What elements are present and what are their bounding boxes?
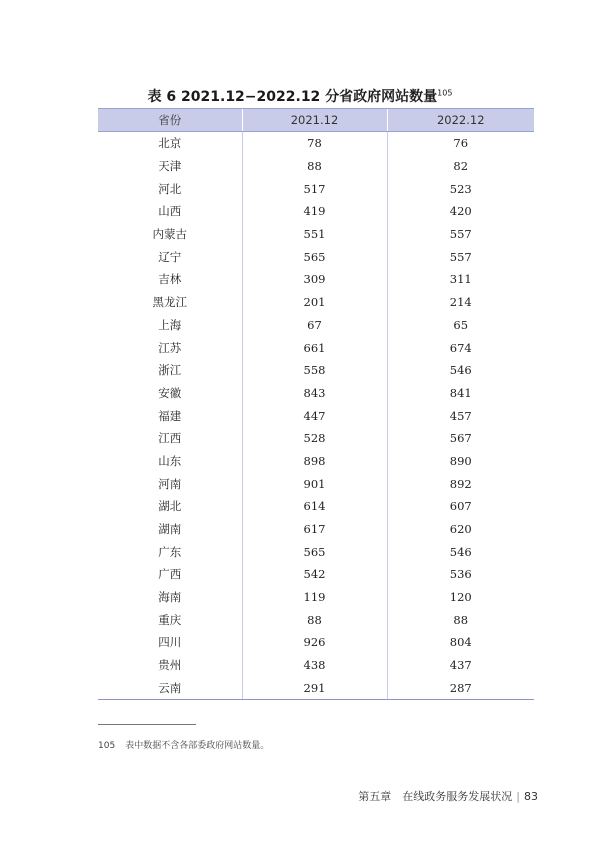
footer-separator: |	[516, 790, 520, 803]
cell-province: 浙江	[158, 363, 182, 378]
cell-2022: 674	[387, 336, 534, 359]
cell-2021: 67	[242, 314, 387, 337]
table-row	[98, 245, 534, 268]
cell-2021: 517	[242, 177, 387, 200]
cell-2022: 457	[387, 404, 534, 427]
cell-2021: 901	[242, 472, 387, 495]
page-number: 83	[524, 790, 538, 803]
cell-2021: 565	[242, 540, 387, 563]
cell-2021: 309	[242, 268, 387, 291]
cell-2022: 420	[387, 200, 534, 223]
cell-province: 黑龙江	[152, 295, 187, 310]
table-row	[98, 336, 534, 359]
page-footer	[358, 788, 538, 804]
cell-2022: 82	[387, 155, 534, 178]
cell-2021: 898	[242, 450, 387, 473]
table-row	[98, 563, 534, 586]
cell-province: 湖北	[158, 499, 182, 514]
cell-province: 海南	[158, 590, 182, 605]
cell-province: 四川	[158, 635, 182, 650]
cell-2021: 661	[242, 336, 387, 359]
table-row	[98, 404, 534, 427]
province-website-table	[98, 108, 534, 700]
cell-province: 天津	[158, 159, 182, 174]
table-row	[98, 359, 534, 382]
cell-province: 山西	[158, 204, 182, 219]
footnote-text: 表中数据不含各部委政府网站数量。	[125, 741, 270, 751]
cell-2021: 542	[242, 563, 387, 586]
cell-2021: 617	[242, 518, 387, 541]
cell-province: 福建	[158, 408, 182, 423]
cell-2021: 551	[242, 223, 387, 246]
table-header-row	[98, 109, 534, 132]
cell-2022: 88	[387, 608, 534, 631]
cell-2022: 890	[387, 450, 534, 473]
cell-2021: 843	[242, 382, 387, 405]
cell-province: 北京	[158, 136, 182, 151]
cell-2021: 291	[242, 677, 387, 700]
cell-2021: 926	[242, 631, 387, 654]
table-row	[98, 472, 534, 495]
column-header-2022: 2022.12	[387, 109, 534, 132]
cell-province: 重庆	[158, 612, 182, 627]
cell-2021: 88	[242, 608, 387, 631]
cell-province: 江苏	[158, 340, 182, 355]
cell-2021: 558	[242, 359, 387, 382]
table-title	[0, 86, 600, 106]
column-header-province: 省份	[98, 109, 242, 132]
cell-2021: 88	[242, 155, 387, 178]
cell-province: 上海	[158, 317, 182, 332]
table-row	[98, 132, 534, 155]
cell-province: 河北	[158, 181, 182, 196]
cell-province: 安徽	[158, 385, 182, 400]
table-row	[98, 177, 534, 200]
cell-2022: 804	[387, 631, 534, 654]
table-row	[98, 155, 534, 178]
table-row	[98, 450, 534, 473]
table-row	[98, 200, 534, 223]
footnote-divider	[98, 724, 196, 725]
cell-2022: 892	[387, 472, 534, 495]
table-row	[98, 268, 534, 291]
footnote-ref: 105	[437, 88, 453, 98]
cell-2022: 65	[387, 314, 534, 337]
cell-province: 江西	[158, 431, 182, 446]
cell-province: 山东	[158, 453, 182, 468]
table-row	[98, 586, 534, 609]
cell-2021: 78	[242, 132, 387, 155]
table-title-text: 表 6 2021.12−2022.12 分省政府网站数量	[147, 89, 438, 105]
cell-2022: 607	[387, 495, 534, 518]
chapter-title: 第五章 在线政务服务发展状况	[358, 790, 513, 803]
cell-2022: 437	[387, 654, 534, 677]
cell-province: 广东	[158, 544, 182, 559]
cell-2021: 614	[242, 495, 387, 518]
cell-2021: 438	[242, 654, 387, 677]
table-row	[98, 677, 534, 700]
cell-2022: 523	[387, 177, 534, 200]
cell-2021: 565	[242, 245, 387, 268]
table-body	[98, 132, 534, 700]
cell-province: 辽宁	[158, 249, 182, 264]
table-row	[98, 223, 534, 246]
cell-province: 云南	[98, 677, 242, 700]
cell-2022: 120	[387, 586, 534, 609]
cell-2021: 447	[242, 404, 387, 427]
table-row	[98, 495, 534, 518]
cell-province: 广西	[158, 567, 182, 582]
table-row	[98, 382, 534, 405]
table-row	[98, 427, 534, 450]
table-row	[98, 314, 534, 337]
cell-2021: 419	[242, 200, 387, 223]
table-row	[98, 608, 534, 631]
cell-province: 吉林	[158, 272, 182, 287]
cell-province: 内蒙古	[152, 227, 187, 242]
cell-2021: 201	[242, 291, 387, 314]
cell-2022: 546	[387, 359, 534, 382]
cell-2021: 119	[242, 586, 387, 609]
cell-2022: 311	[387, 268, 534, 291]
table-row	[98, 518, 534, 541]
footnote	[98, 738, 269, 751]
cell-2022: 214	[387, 291, 534, 314]
table-row	[98, 291, 534, 314]
column-header-2021: 2021.12	[242, 109, 387, 132]
table-row	[98, 654, 534, 677]
cell-2022: 536	[387, 563, 534, 586]
cell-2022: 546	[387, 540, 534, 563]
footnote-number: 105	[98, 741, 116, 751]
cell-2021: 528	[242, 427, 387, 450]
cell-2022: 287	[387, 677, 534, 700]
table-row	[98, 631, 534, 654]
cell-2022: 841	[387, 382, 534, 405]
cell-province: 河南	[158, 476, 182, 491]
cell-province: 湖南	[158, 522, 182, 537]
cell-2022: 76	[387, 132, 534, 155]
cell-2022: 557	[387, 245, 534, 268]
cell-province: 贵州	[158, 658, 182, 673]
cell-2022: 567	[387, 427, 534, 450]
cell-2022: 620	[387, 518, 534, 541]
cell-2022: 557	[387, 223, 534, 246]
table-row	[98, 540, 534, 563]
